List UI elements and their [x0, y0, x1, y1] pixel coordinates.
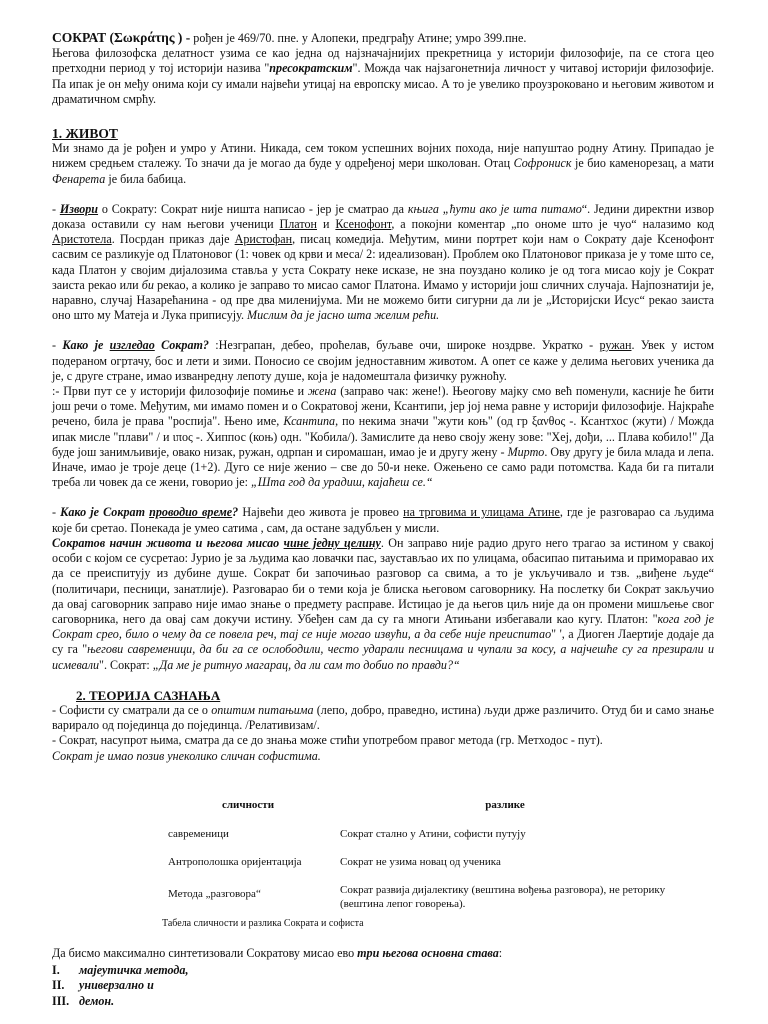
table-row — [162, 822, 676, 850]
method-paragraph: Сократов начин живота и његова мисао чине једну целину. Он заправо није радио друго него трагао за истином у свакој особи с којом се сусретао: Јурио је за људима као ловачки пас, заустављао их по улицама, обасипао питањима и приморавао их да се преиспитују из дубине душе. Сократ би започињао разговор са свима, а то је укључивало и тзв. „виђене људе“ (политичари, песници, занатлије). Разговарао би о теми која је блиска његовом саговорнику. На послетку би Сократ закључио да овај саговорник заправо није имао знање о предмету расправе. Истицао је да његов циљ није да он промени мишљење свог саговорника, него да овај сам докучи истину. Убеђен сам да су га многи Атињани избегавали као кугу. Платон: "кога год је Сократ срео, било о чему да се повела реч, тај се није могао извући, а да себе није преиспитао" ', а Диоген Лаертије додаје да су га "његови савременици, да би га се ослободили, често ударали песницама и чупали за косу, а најчешће су га презирали и исмевали". Сократ: „Да ме је ритнуо магарац, да ли сам то добио по правди?“ — [52, 535, 714, 672]
list-item: I. мајеутичка метода, — [52, 963, 189, 978]
appearance-paragraph: - Како је изгледао Сократ? :Незграпан, дебео, проћелав, буљаве очи, широке ноздрве. Укратко - ружан. Увек у истом подераном огртачу, бос и лети и зими. Поносио се својим једноставним животом. А опет се каже у делима његових ученика да је, с друге стране, имао изванредну лепоту душе, која је надомештала физичку ружноћу. — [52, 338, 714, 383]
wives-paragraph: :- Први пут се у историји филозофије помиње и жена (заправо чак: жене!). Њеогову мајку смо већ поменули, касније ће бити још речи о томе. Међутим, ми имамо помен и о Сократовој жени, Ксантипи, јер јој нема равне у историји филозофије. Најкраће речено, била је права "роспија". Њено име, Ксантипа, по некима значи "жути коњ" (од гр ξανθος -. Ксантхос (жути) / Можда ипак мисле "плави" / и ιπος -. Хиппос (коњ) одн. "Кобила/). Замислите да нево своју жену зове: "Хеј, дођи, ... Плава кобило!" Да буде још занимљивије, овако низак, ружан, одрпан и сиромашан, имао је и другу жену - Мирто. Ову другу је била млада и лепа. Иначе, имао је троје деце (1+2). Дуго се није женио – све до 50-и неке. Ожењено се само ради потомства. Када би га питали треба ли човек да се жени, говорио је: „Шта год да урадиш, кајаћеш се.“ — [52, 384, 714, 490]
section-heading-life: 1. ЖИВОТ — [52, 126, 118, 142]
table-caption: Табела сличности и разлика Сократа и софиста — [162, 917, 364, 929]
stances-list — [52, 963, 714, 1009]
comparison-table — [162, 794, 676, 920]
table-cell: савременици — [168, 827, 229, 840]
table-cell: Сократ не узима новац од ученика — [340, 855, 501, 868]
document-title: СОКРАТ (Σωκράτης ) - — [52, 30, 191, 45]
table-row — [162, 850, 676, 878]
theory-paragraph-2: - Сократ, насупрот њима, сматра да се до знања може стићи употребом правог метода (гр. Метходос - пут). — [52, 733, 603, 748]
table-cell: Антрополошка оријентација — [168, 855, 302, 868]
life-paragraph-1: Ми знамо да је рођен и умро у Атини. Никада, сем током успешних војних похода, није напуштао родну Атину. Припадао је нижем средњем сталежу. То значи да је могао да буде у одређеној мери школован. Отац Софрониск је био каменорезац, а мати Фенарета је била бабица. — [52, 141, 714, 186]
table-header-row — [162, 794, 676, 822]
intro-paragraph: СОКРАТ (Σωκράτης ) - рођен је 469/70. пне. у Алопеки, предграђу Атине; умро 399.пне. Његова филозофска делатност узима се као једна од најзначајнијих прекретница у историји филозофије, па се стога цео претходни период у тој историји назива "пресократским". Можда чак најзагонетнија личност у читавој историји филозофије. Па ипак је он међу онима који су имали највећи утицај на европску мисао. А то је увелико проузроковано и његовим животом и драматичном смрћу. — [52, 30, 714, 106]
theory-paragraph-1: - Софисти су сматрали да се о општим питањима (лепо, добро, праведно, истина) људи држе различито. Отуд би и само знање варирало од појединца до појединца. /Релативизам/. — [52, 702, 714, 733]
table-cell: Метода „разговора“ — [168, 887, 261, 900]
table-cell: Сократ стално у Атини, софисти путују — [340, 827, 526, 840]
table-header: разлике — [485, 798, 525, 811]
theory-paragraph-3: Сократ је имао позив унеколико сличан софистима. — [52, 748, 321, 763]
time-paragraph: - Како је Сократ проводио време? Највећи део живота је провео на трговима и улицама Атине, где је разговарао са људима које би сретао. Понекада је умео сатима , сам, да остане задубљен у мисли. — [52, 505, 714, 535]
table-header: сличности — [221, 798, 275, 811]
sources-paragraph: - Извори о Сократу: Сократ није ништа написао - јер је сматрао да књига „ћути ако је шта питамо“. Једини директни извор доказа оставили су нам његови ученици Платон и Ксенофонт, а покојни коментар „по ономе што је чуо“ налазимо код Аристотела. Посрдан приказ даје Аристофан, писац комедија. Међутим, мини портрет који нам о Сократу даје Ксенофонт сасвим се разликује од Платоновог (1: човек од крви и меса/ 2: идеализован). Проблем око Платоновог приказа је у томе што се, када Платон у својим дијалозима ставља у уста Сократу неке исказе, не зна поуздано колико је од тога мисао коју је Сократ заиста рекао или би рекао, а колико је заправо то мисао самог Платона. Имамо у историји још сличних случаја. Најпознатији је, наравно, случај Назарећанина - од пре два миленијума. Ми не можемо бити сигурни да ли је „Историјски Исус“ рекао заиста оно што му Матеја и Лука приписују. Мислим да је јасно шта желим рећи. — [52, 201, 715, 323]
document-page — [52, 30, 714, 1009]
table-row — [162, 878, 676, 920]
section-heading-theory: 2. ТЕОРИЈА САЗНАЊА — [76, 687, 221, 703]
list-item: II. универзално и — [52, 978, 154, 993]
closing-paragraph: Да бисмо максимално синтетизовали Сократову мисао ево три његова основна става: — [52, 945, 503, 960]
list-item: III. демон. — [52, 993, 115, 1008]
table-cell: Сократ развија дијалектику (вештина вођења разговора), не реторику (вештина лепог говорења). — [340, 883, 666, 910]
